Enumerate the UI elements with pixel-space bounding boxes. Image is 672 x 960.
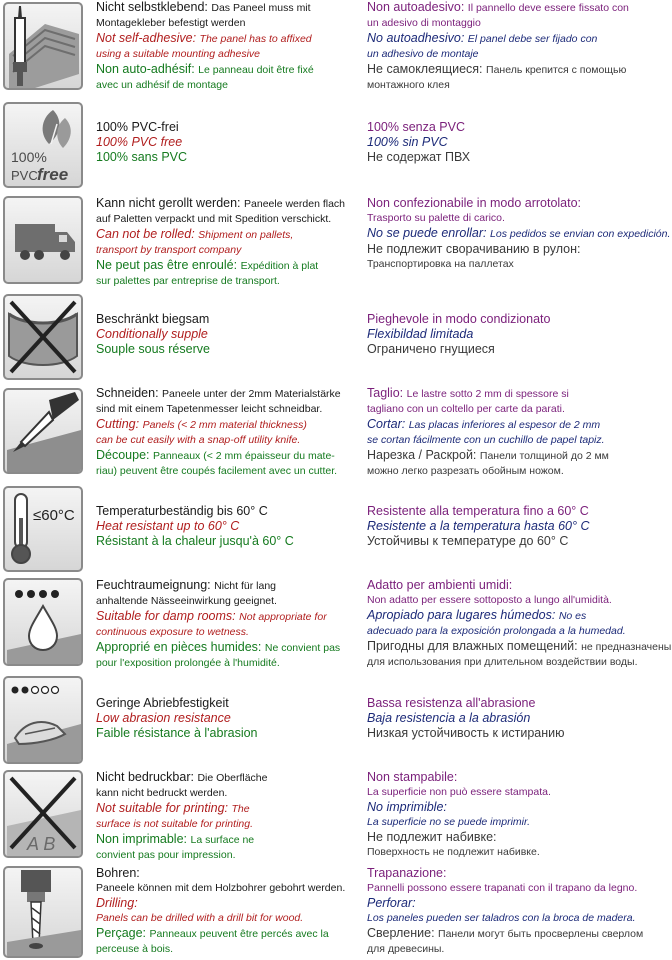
it-head: Resistente alla temperatura fino a 60° C — [367, 504, 589, 518]
it-body: Il pannello deve essere fissato con — [467, 2, 629, 14]
fr-body: Expédition à plat — [240, 260, 319, 272]
column-right — [367, 0, 672, 93]
truck-icon — [3, 196, 83, 284]
drill-icon — [3, 866, 83, 958]
es-head: Perforar: — [367, 896, 416, 910]
column-right — [367, 866, 672, 957]
de-head: Geringe Abriebfestigkeit — [96, 696, 229, 710]
it-head: Adatto per ambienti umidi: — [367, 578, 513, 592]
bent-panel-crossed-icon — [3, 294, 83, 380]
column-left — [96, 0, 358, 93]
ru-body-2: Поверхность не подлежит набивке. — [367, 846, 540, 858]
en-head: Cutting: — [96, 417, 140, 431]
fr-body: Panneaux peuvent être percés avec la — [149, 928, 329, 940]
de-head: 100% PVC-frei — [96, 120, 179, 134]
en-body-2: surface is not suitable for printing. — [96, 818, 253, 830]
en-head: 100% PVC free — [96, 135, 183, 149]
ru-head: Низкая устойчивость к истиранию — [367, 726, 565, 740]
text-fr — [96, 926, 358, 957]
column-right — [367, 696, 672, 741]
ru-body-2: для использования при длительном воздействии воды. — [367, 656, 638, 668]
row-damp-rooms — [0, 578, 672, 674]
row-pvc-free — [0, 102, 672, 190]
fr-head: Faible résistance à l'abrasion — [96, 726, 258, 740]
fr-body-2: avec un adhésif de montage — [96, 79, 228, 91]
ru-body: Панели могут быть просверлены сверлом — [438, 928, 644, 940]
de-head: Schneiden: — [96, 386, 159, 400]
text-fr — [96, 62, 358, 93]
de-body-2: sind mit einem Tapetenmesser leicht schneidbar. — [96, 403, 323, 415]
row-printing — [0, 770, 672, 862]
text-en — [96, 896, 358, 926]
it-head: Bassa resistenza all'abrasione — [367, 696, 536, 710]
ru-head: Не подлежит сворачиванию в рулон: — [367, 242, 581, 256]
es-head: Cortar: — [367, 417, 406, 431]
text-de — [96, 770, 358, 801]
icon-letters: A B — [27, 834, 56, 854]
text-es — [367, 896, 672, 926]
en-body-2: continuous exposure to wetness. — [96, 626, 249, 638]
es-body: Los pedidos se envian con expedición. — [490, 228, 671, 240]
en-body: The — [231, 803, 250, 815]
text-en — [96, 801, 358, 832]
row-cutting — [0, 386, 672, 482]
column-left — [96, 312, 358, 357]
de-body: Paneele werden flach — [244, 198, 346, 210]
es-body-2: se cortan fácilmente con un cuchillo de papel tapiz. — [367, 434, 605, 446]
de-body-2: Montagekleber befestigt werden — [96, 17, 246, 29]
en-head: Not self-adhesive: — [96, 31, 197, 45]
es-head: Apropiado para lugares húmedos: — [367, 608, 556, 622]
text-en — [96, 31, 358, 62]
en-body: Shipment on pallets, — [198, 229, 294, 241]
it-body-2: La superficie non può essere stampata. — [367, 786, 551, 798]
en-head: Low abrasion resistance — [96, 711, 231, 725]
de-head: Temperaturbeständig bis 60° C — [96, 504, 268, 518]
de-head: Bohren: — [96, 866, 140, 880]
es-head: Baja resistencia a la abrasión — [367, 711, 531, 725]
text-de — [96, 866, 358, 896]
text-it — [367, 578, 672, 608]
ru-body-2: для древесины. — [367, 943, 445, 955]
text-fr — [96, 832, 358, 863]
en-body-2: Panels can be drilled with a drill bit for wood. — [96, 912, 304, 924]
fr-head: Ne peut pas être enroulé: — [96, 258, 238, 272]
row-not-rolled — [0, 196, 672, 288]
fr-head: 100% sans PVC — [96, 150, 188, 164]
es-body: No es — [558, 610, 587, 622]
text-es — [367, 800, 672, 830]
text-es — [367, 608, 672, 639]
es-body-2: adecuado para la exposición prolongada a la humedad. — [367, 625, 626, 637]
ru-head: Не содержат ПВХ — [367, 150, 471, 164]
fr-body: La surface ne — [190, 834, 255, 846]
es-head: Flexibildad limitada — [367, 327, 474, 341]
es-head: 100% sin PVC — [367, 135, 448, 149]
fr-body: Ne convient pas — [264, 642, 341, 654]
es-body-2: un adhesivo de montaje — [367, 48, 479, 60]
knife-icon — [3, 388, 83, 474]
water-drop-icon — [3, 578, 83, 666]
it-head: Non autoadesivo: — [367, 0, 465, 14]
row-drilling — [0, 866, 672, 960]
es-body-2: La superficie no se puede imprimir. — [367, 816, 531, 828]
icon-free: free — [37, 165, 69, 184]
ru-head: Сверление: — [367, 926, 435, 940]
text-en — [96, 417, 358, 448]
text-fr — [96, 640, 358, 671]
it-head: Non stampabile: — [367, 770, 458, 784]
text-de — [96, 386, 358, 417]
fr-head: Découpe: — [96, 448, 150, 462]
ru-body: Панели толщиной до 2 мм — [479, 450, 609, 462]
column-left — [96, 578, 358, 671]
it-body: Le lastre sotto 2 mm di spessore si — [406, 388, 569, 400]
de-body: Nicht für lang — [214, 580, 277, 592]
text-it — [367, 0, 672, 31]
ru-body-2: можно легко разрезать обойным ножом. — [367, 465, 564, 477]
en-head: Not suitable for printing: — [96, 801, 229, 815]
de-head: Nicht selbstklebend: — [96, 0, 208, 14]
ru-head: Не самоклеящиеся: — [367, 62, 483, 76]
ru-head: Нарезка / Раскрой: — [367, 448, 477, 462]
text-ru — [367, 448, 672, 479]
text-en — [96, 609, 358, 640]
text-ru — [367, 242, 672, 272]
en-head: Suitable for damp rooms: — [96, 609, 236, 623]
it-head: Pieghevole in modo condizionato — [367, 312, 551, 326]
column-right — [367, 504, 672, 549]
fr-head: Résistant à la chaleur jusqu'à 60° C — [96, 534, 294, 548]
abrasion-icon — [3, 676, 83, 764]
text-ru — [367, 830, 672, 860]
ru-head: Не подлежит набивке: — [367, 830, 497, 844]
de-head: Kann nicht gerollt werden: — [96, 196, 241, 210]
text-es — [367, 31, 672, 62]
es-head: No se puede enrollar: — [367, 226, 487, 240]
caulk-gun-icon — [3, 2, 83, 90]
en-head: Can not be rolled: — [96, 227, 195, 241]
text-it — [367, 866, 672, 896]
column-left — [96, 196, 358, 289]
en-body-2: transport by transport company — [96, 244, 242, 256]
ru-body-2: Транспортировка на паллетах — [367, 258, 514, 270]
text-de — [96, 0, 358, 31]
ru-body: Панель крепится с помощью — [486, 64, 627, 76]
es-body-2: Los paneles pueden ser taladros con la broca de madera. — [367, 912, 636, 924]
text-fr — [96, 448, 358, 479]
row-temperature — [0, 486, 672, 574]
text-de — [96, 196, 358, 227]
text-ru — [367, 639, 672, 670]
ru-body: не предназначены — [581, 641, 672, 653]
it-body-2: tagliano con un coltello per carte da parati. — [367, 403, 565, 415]
en-head: Drilling: — [96, 896, 138, 910]
de-body: Das Paneel muss mit — [211, 2, 311, 14]
es-head: No imprimible: — [367, 800, 447, 814]
column-left — [96, 866, 358, 957]
column-right — [367, 386, 672, 479]
fr-head: Non auto-adhésif: — [96, 62, 195, 76]
text-en — [96, 227, 358, 258]
column-left — [96, 696, 358, 741]
ru-head: Ограничено гнущиеся — [367, 342, 495, 356]
de-head: Feuchtraumeignung: — [96, 578, 211, 592]
fr-body-2: perceuse à bois. — [96, 943, 174, 955]
row-flexible — [0, 294, 672, 382]
it-head: Non confezionabile in modo arrotolato: — [367, 196, 582, 210]
icon-pvc: PVC — [11, 168, 38, 183]
en-body-2: can be cut easily with a snap-off utility knife. — [96, 434, 301, 446]
de-head: Beschränkt biegsam — [96, 312, 210, 326]
de-body-2: auf Paletten verpackt und mit Spedition verschickt. — [96, 213, 332, 225]
text-fr — [96, 258, 358, 289]
en-body: Panels (< 2 mm material thickness) — [142, 419, 307, 431]
it-head: 100% senza PVC — [367, 120, 465, 134]
column-right — [367, 196, 672, 272]
fr-head: Non imprimable: — [96, 832, 188, 846]
icon-pct: 100% — [11, 149, 47, 165]
en-body: Not appropriate for — [239, 611, 327, 623]
es-head: Resistente a la temperatura hasta 60° C — [367, 519, 590, 533]
text-ru — [367, 926, 672, 957]
de-body-2: kann nicht bedruckt werden. — [96, 787, 228, 799]
no-print-icon — [3, 770, 83, 858]
es-body: Las placas inferiores al espesor de 2 mm — [408, 419, 601, 431]
row-abrasion — [0, 676, 672, 766]
de-body: Paneele unter der 2mm Materialstärke — [162, 388, 341, 400]
pvc-free-icon — [3, 102, 83, 188]
text-es — [367, 226, 672, 242]
fr-body-2: riau) peuvent être coupés facilement avec un cutter. — [96, 465, 338, 477]
fr-head: Perçage: — [96, 926, 147, 940]
column-right — [367, 770, 672, 860]
it-body-2: Pannelli possono essere trapanati con il trapano da legno. — [367, 882, 638, 894]
column-left — [96, 386, 358, 479]
es-head: No autoadhesivo: — [367, 31, 465, 45]
text-de — [96, 578, 358, 609]
fr-head: Souple sous réserve — [96, 342, 210, 356]
text-it — [367, 386, 672, 417]
column-right — [367, 312, 672, 357]
it-body-2: Non adatto per essere sottoposto a lungo all'umidità. — [367, 594, 612, 606]
it-head: Trapanazione: — [367, 866, 447, 880]
it-body-2: Trasporto su palette di carico. — [367, 212, 505, 224]
fr-head: Approprié en pièces humides: — [96, 640, 262, 654]
es-body: El panel debe ser fijado con — [467, 33, 598, 45]
text-ru — [367, 62, 672, 93]
de-body-2: anhaltende Nässeeinwirkung geeignet. — [96, 595, 277, 607]
ru-body-2: монтажного клея — [367, 79, 450, 91]
text-it — [367, 196, 672, 226]
ru-head: Пригодны для влажных помещений: — [367, 639, 578, 653]
en-body-2: using a suitable mounting adhesive — [96, 48, 261, 60]
fr-body-2: sur palettes par entreprise de transport. — [96, 275, 280, 287]
column-right — [367, 120, 672, 165]
de-body: Die Oberfläche — [197, 772, 268, 784]
fr-body-2: pour l'exposition prolongée à l'humidité. — [96, 657, 280, 669]
icon-temp: ≤60°C — [33, 507, 75, 524]
fr-body: Panneaux (< 2 mm épaisseur du mate- — [153, 450, 335, 462]
column-left — [96, 770, 358, 863]
fr-body: Le panneau doit être fixé — [198, 64, 314, 76]
column-left — [96, 120, 358, 165]
fr-body-2: convient pas pour impression. — [96, 849, 236, 861]
column-right — [367, 578, 672, 670]
it-head: Taglio: — [367, 386, 404, 400]
column-left — [96, 504, 358, 549]
thermometer-icon — [3, 486, 83, 572]
en-head: Conditionally supple — [96, 327, 208, 341]
de-head: Nicht bedruckbar: — [96, 770, 194, 784]
ru-head: Устойчивы к температуре до 60° С — [367, 534, 569, 548]
text-it — [367, 770, 672, 800]
en-body: The panel has to affixed — [199, 33, 312, 45]
it-body-2: un adesivo di montaggio — [367, 17, 481, 29]
text-es — [367, 417, 672, 448]
de-body-2: Paneele können mit dem Holzbohrer gebohrt werden. — [96, 882, 346, 894]
row-self-adhesive — [0, 0, 672, 96]
en-head: Heat resistant up to 60° C — [96, 519, 240, 533]
